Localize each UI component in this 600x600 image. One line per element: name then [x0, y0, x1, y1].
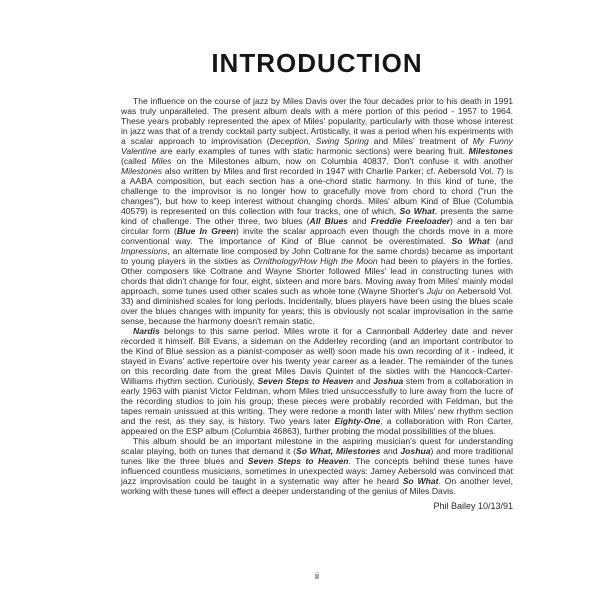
paragraph: The influence on the course of jazz by Miles Davis over the four decades prior to his death in 1991 was truly unparalleled. The present album deals with a mere portion of this period - 1957 to 1964. These years probably represented the apex of Miles' popularity, particularly with those whose interest in jazz was that of a trendy cocktail party subject. Artistically, it was a period when his experiments with a scalar approach to improvisation (Deception, Swing Spring and Miles' treatment of My Funny Valentine are early examples of tunes with static harmonic sections) were bearing fruit. Milestones (called Miles on the Milestones album, now on Columbia 40837. Don't confuse it with another Milestones also written by Miles and first recorded in 1947 with Charlie Parker; cf. Aebersold Vol. 7) is a AABA composition, but each section has a one-chord static harmony. In this kind of tune, the challenge to the improvisor is no longer how to gracefully move from chord to chord ("run the changes"), but how to keep interest without changing chords. Miles' album Kind of Blue (Columbia 40579) is represented on this collection with four tracks, one of which, So What, presents the same kind of challenge. The other three, two blues (All Blues and Freddie Freeloader) and a ten bar circular form (Blue In Green) invite the scalar approach even though the chords move in a more conventional way. The importance of Kind of Blue cannot be overestimated. So What (and Impressions, an alternate line composed by John Coltrane for the same chords) became as important to young players in the sixties as Ornithology/How High the Moon had been to players in the forties. Other composers like Coltrane and Wayne Shorter followed Miles' lead in constructing tunes with chords that didn't change for four, eight, sixteen and more bars. Moving away from Miles' mainly modal approach, some tunes used other scales such as whole tone (Wayne Shorter's Juju on Aebersold Vol. 33) and diminished scales for long periods. Incidentally, blues players have been using the blues scale over the blues changes with impunity for years; this is obviously not scalar improvisation in the same sense, because the harmony doesn't remain static.	[121, 96, 514, 326]
signature: Phil Bailey 10/13/91	[433, 501, 513, 511]
paragraph: This album should be an important milestone in the aspiring musician's quest for understanding scalar playing, both on tunes that demand it (So What, Milestones and Joshua) and more traditional tunes like the three blues and Seven Steps to Heaven. The concepts behind these tunes have influenced countless musicians, sometimes in unexpected ways: Jamey Aebersold was convinced that jazz improvisation could be taught in a systematic way after he heard So What. On another level, working with these tunes will effect a deeper understanding of the genius of Miles Davis.	[121, 436, 513, 496]
body-text	[121, 96, 513, 511]
page-number: ii	[315, 571, 319, 581]
paragraph: Nardis belongs to this same period. Miles wrote it for a Cannonball Adderley date and never recorded it himself. Bill Evans, a sideman on the Adderley recording (and an important contributor to the Kind of Blue session as a pianist-composer as well) soon made his own recording of it - indeed, it stayed in Evans' active repertoire over his twenty year career as a leader. The remainder of the tunes on this recording date from the great Miles Davis Quintet of the sixties with the Hancock-Carter-Williams rhythm section. Curiously, Seven Steps to Heaven and Joshua stem from a collaboration in early 1963 with pianist Victor Feldman, whom Miles tried unsuccessfully to lure away from the lucre of the recording studios to join his group; these pieces were probably recorded with Feldman, but the tapes remain unissued at this writing. They were redone a month later with Miles' new rhythm section and the rest, as they say, is history. Two years later Eighty-One, a collaboration with Ron Carter, appeared on the ESP album (Columbia 46863), further probing the modal possibilities of the blues.	[121, 326, 513, 436]
page-title: INTRODUCTION	[211, 48, 423, 78]
